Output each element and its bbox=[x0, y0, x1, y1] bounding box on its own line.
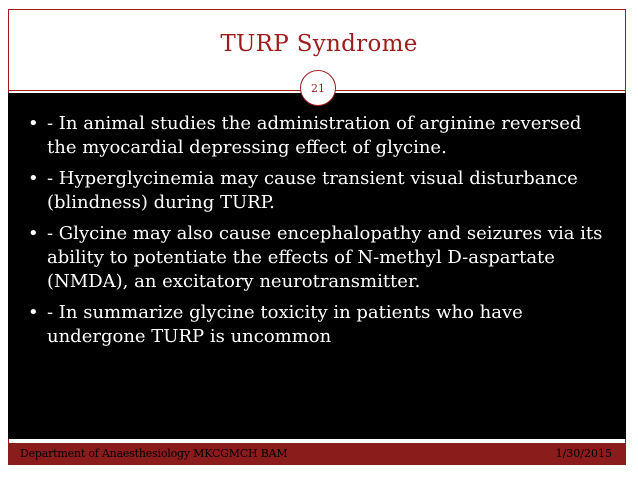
bullet-marker: • bbox=[28, 302, 39, 323]
bullet-item bbox=[8, 301, 608, 349]
footer-band bbox=[8, 443, 626, 465]
bullet-marker: • bbox=[28, 168, 39, 189]
bullet-item bbox=[8, 222, 608, 294]
footer-department: Department of Anaesthesiology MKCGMCH BAM bbox=[20, 447, 288, 460]
bullet-list bbox=[8, 112, 608, 356]
slide-number: 21 bbox=[311, 81, 325, 95]
bullet-marker: • bbox=[28, 113, 39, 134]
bullet-text: - Glycine may also cause encephalopathy and seizures via its ability to potentiate the effects of N-methyl D-aspartate (NMDA), an excitatory neurotransmitter. bbox=[47, 223, 603, 292]
slide-number-badge bbox=[300, 70, 336, 106]
bullet-text: - Hyperglycinemia may cause transient visual disturbance (blindness) during TURP. bbox=[47, 168, 578, 213]
footer-date: 1/30/2015 bbox=[555, 447, 612, 460]
bullet-item bbox=[8, 167, 608, 215]
slide-title: TURP Syndrome bbox=[220, 31, 418, 57]
bullet-text: - In summarize glycine toxicity in patients who have undergone TURP is uncommon bbox=[47, 302, 523, 347]
bullet-marker: • bbox=[28, 223, 39, 244]
bullet-item bbox=[8, 112, 608, 160]
bullet-text: - In animal studies the administration of arginine reversed the myocardial depressing effect of glycine. bbox=[47, 113, 582, 158]
